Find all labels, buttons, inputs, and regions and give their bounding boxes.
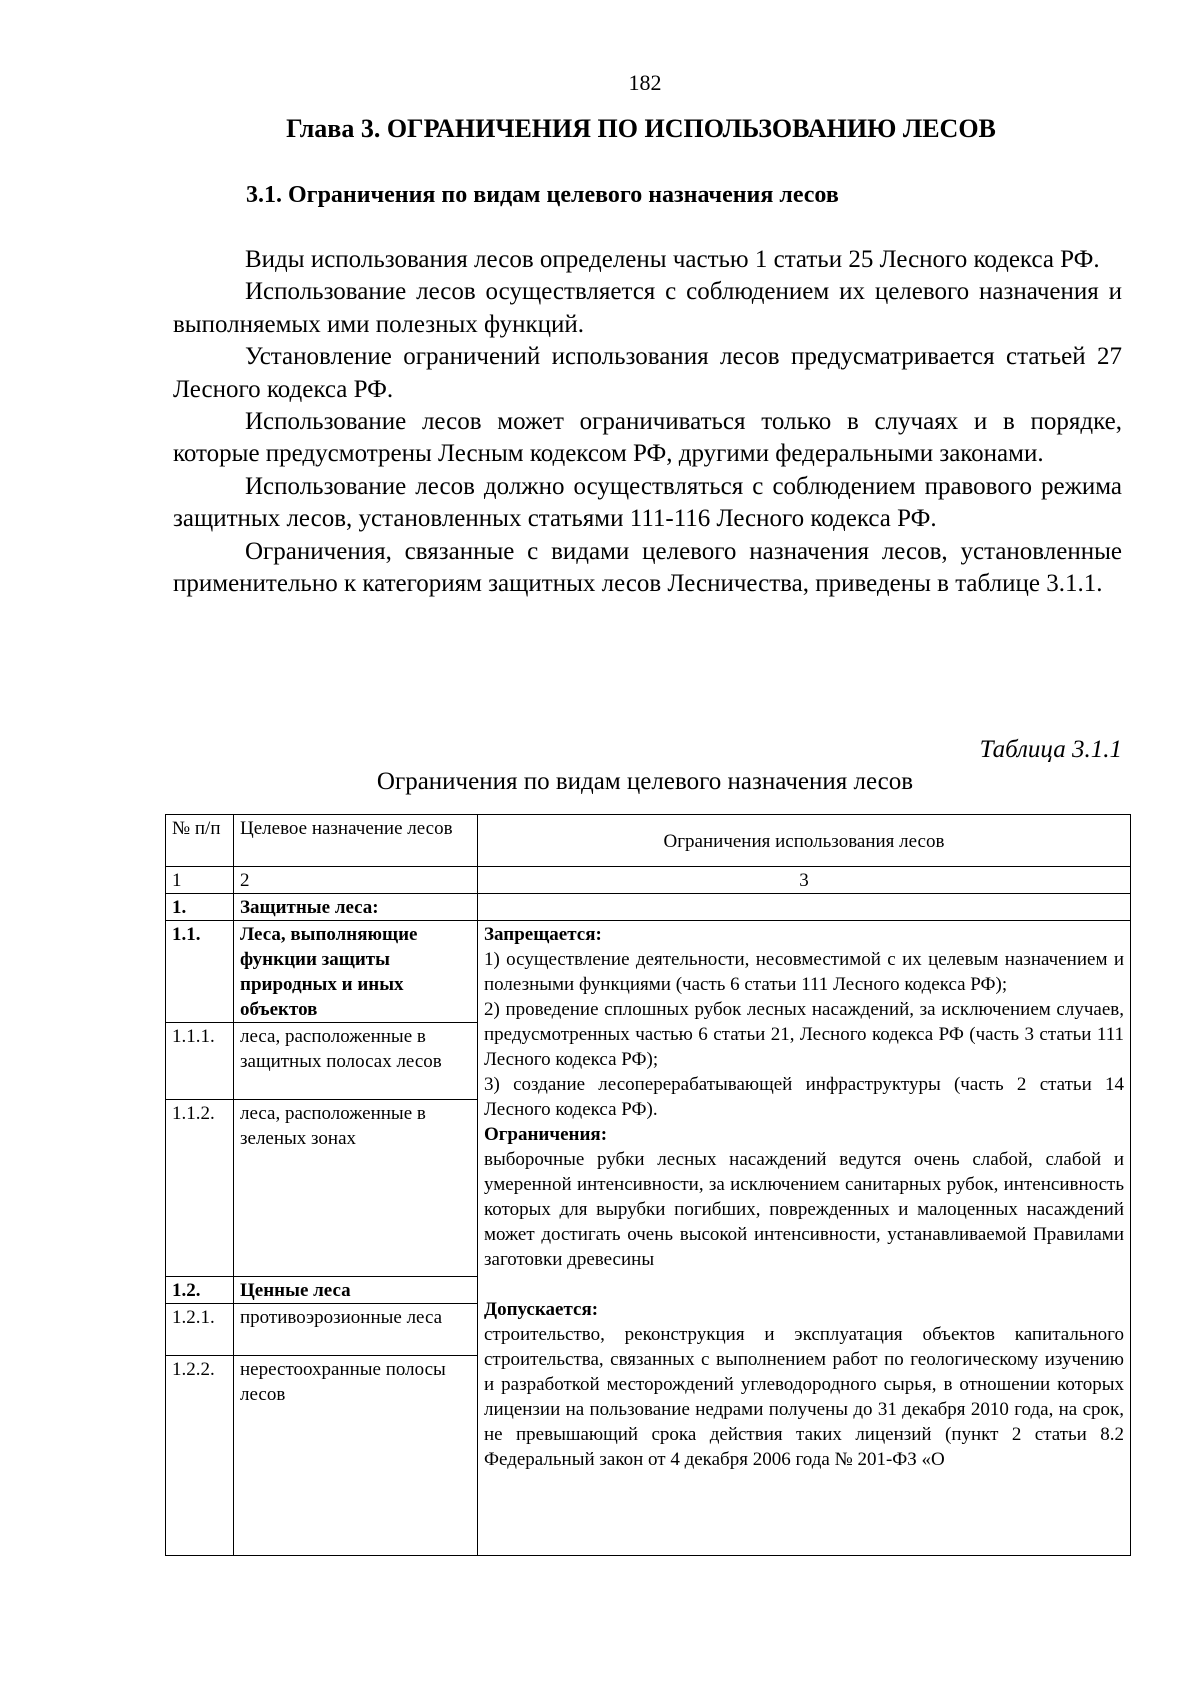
table-row bbox=[166, 894, 1131, 921]
prohibited-item: 1) осуществление деятельности, несовместимой с их целевым назначением и полезными функциями (часть 6 статьи 111 Лесного кодекса РФ); bbox=[484, 949, 1124, 995]
header-restrictions: Ограничения использования лесов bbox=[478, 815, 1131, 867]
row-purpose: противоэрозионные леса bbox=[234, 1304, 478, 1356]
section-title: 3.1. Ограничения по видам целевого назначения лесов bbox=[246, 182, 839, 208]
spacer bbox=[484, 1272, 1124, 1297]
row-purpose: Леса, выполняющие функции защиты природных и иных объектов bbox=[234, 921, 478, 1023]
row-purpose: леса, расположенные в защитных полосах лесов bbox=[234, 1023, 478, 1100]
col-number: 2 bbox=[234, 867, 478, 894]
col-number: 3 bbox=[478, 867, 1131, 894]
row-num: 1.2. bbox=[166, 1277, 234, 1304]
row-purpose: нерестоохранные полосы лесов bbox=[234, 1356, 478, 1556]
paragraph: Использование лесов должно осуществляться с соблюдением правового режима защитных лесов, установленных статьями 111-116 Лесного кодекса РФ. bbox=[173, 472, 1122, 533]
prohibited-item: 2) проведение сплошных рубок лесных насаждений, за исключением случаев, предусмотренных частью 6 статьи 21, Лесного кодекса РФ (часть 3 статьи 111 Лесного кодекса РФ); bbox=[484, 999, 1124, 1070]
row-purpose: леса, расположенные в зеленых зонах bbox=[234, 1100, 478, 1277]
row-num: 1.1. bbox=[166, 921, 234, 1023]
allowed-text: строительство, реконструкция и эксплуатация объектов капитального строительства, связанных с выполнением работ по геологическому изучению и разработкой месторождений углеводородного сырья, в отношении которых лицензии на пользование недрами получены до 31 декабря 2010 года, на срок, не превышающий срока действия таких лицензий (пункт 2 статьи 8.2 Федеральный закон от 4 декабря 2006 года № 201-ФЗ «О bbox=[484, 1324, 1124, 1470]
row-num: 1. bbox=[166, 894, 234, 921]
paragraph: Ограничения, связанные с видами целевого назначения лесов, установленные применительно к категориям защитных лесов Лесничества, приведены в таблице 3.1.1. bbox=[173, 537, 1122, 598]
table-header-row bbox=[166, 815, 1131, 867]
row-num: 1.1.2. bbox=[166, 1100, 234, 1277]
header-purpose: Целевое назначение лесов bbox=[234, 815, 478, 867]
allowed-heading: Допускается: bbox=[484, 1299, 599, 1320]
row-num: 1.1.1. bbox=[166, 1023, 234, 1100]
prohibited-heading: Запрещается: bbox=[484, 924, 602, 945]
empty-cell bbox=[478, 894, 1131, 921]
restrictions-table bbox=[165, 814, 1131, 1556]
col-number: 1 bbox=[166, 867, 234, 894]
row-purpose: Защитные леса: bbox=[234, 894, 478, 921]
paragraph: Установление ограничений использования лесов предусматривается статьей 27 Лесного кодекса РФ. bbox=[173, 343, 1122, 403]
row-num: 1.2.1. bbox=[166, 1304, 234, 1356]
row-purpose: Ценные леса bbox=[234, 1277, 478, 1304]
chapter-title: Глава 3. ОГРАНИЧЕНИЯ ПО ИСПОЛЬЗОВАНИЮ ЛЕСОВ bbox=[286, 114, 996, 143]
body-text bbox=[173, 244, 1122, 600]
paragraph: Виды использования лесов определены частью 1 статьи 25 Лесного кодекса РФ. bbox=[245, 246, 1100, 273]
limitations-text: выборочные рубки лесных насаждений ведутся очень слабой, слабой и умеренной интенсивности, за исключением санитарных рубок, интенсивность которых для вырубки погибших, поврежденных и малоценных насаждений может достигать очень высокой интенсивности, устанавливаемой Правилами заготовки древесины bbox=[484, 1149, 1124, 1270]
table-label: Таблица 3.1.1 bbox=[979, 736, 1122, 763]
column-number-row bbox=[166, 867, 1131, 894]
paragraph: Использование лесов осуществляется с соблюдением их целевого назначения и выполняемых ими полезных функций. bbox=[173, 278, 1122, 338]
row-num: 1.2.2. bbox=[166, 1356, 234, 1556]
prohibited-item: 3) создание лесоперерабатывающей инфраструктуры (часть 2 статьи 14 Лесного кодекса РФ). bbox=[484, 1074, 1124, 1120]
table-caption: Ограничения по видам целевого назначения лесов bbox=[376, 768, 914, 795]
page-number: 182 bbox=[628, 70, 662, 95]
paragraph: Использование лесов может ограничиваться только в случаях и в порядке, которые предусмотрены Лесным кодексом РФ, другими федеральными законами. bbox=[173, 408, 1122, 468]
limitations-heading: Ограничения: bbox=[484, 1124, 608, 1145]
table-row bbox=[166, 921, 1131, 1023]
header-num: № п/п bbox=[166, 815, 234, 867]
restrictions-cell bbox=[478, 921, 1131, 1556]
